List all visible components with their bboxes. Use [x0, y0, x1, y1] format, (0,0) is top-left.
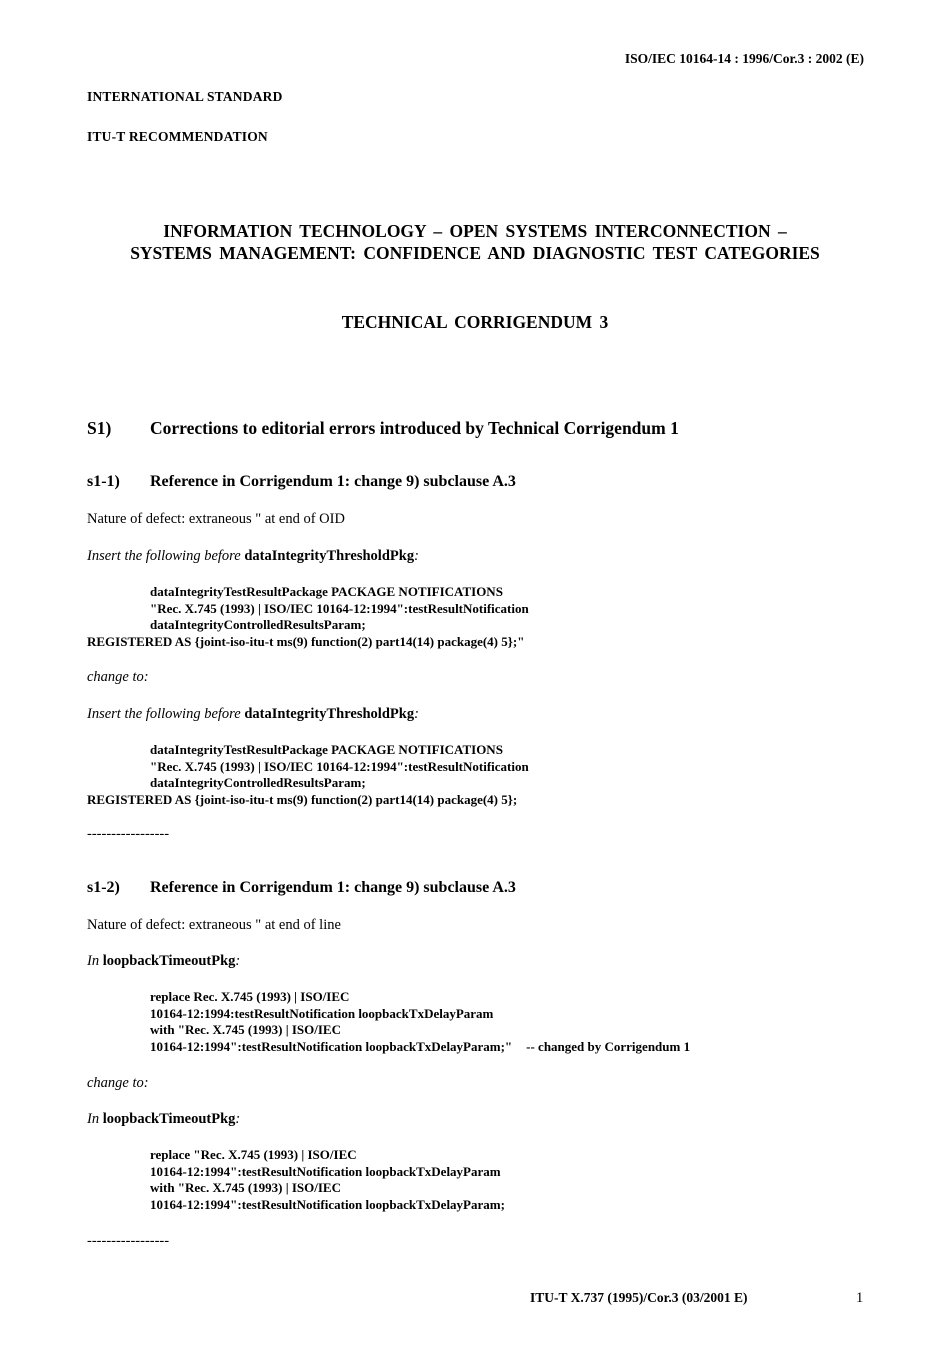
code-line: with "Rec. X.745 (1993) | ISO/IEC	[150, 1022, 341, 1038]
code-line: replace Rec. X.745 (1993) | ISO/IEC	[150, 989, 350, 1004]
itu-recommendation-label: ITU-T RECOMMENDATION	[87, 129, 268, 144]
code-line: 10164-12:1994":testResultNotification loopbackTxDelayParam;	[150, 1196, 505, 1212]
s1-1-insert-instruction-2	[87, 706, 419, 723]
s1-2-heading: Reference in Corrigendum 1: change 9) subclause A.3	[150, 879, 516, 896]
footer-doc-ref: ITU-T X.737 (1995)/Cor.3 (03/2001 E)	[530, 1290, 748, 1305]
code-line: with "Rec. X.745 (1993) | ISO/IEC	[150, 1180, 341, 1196]
section-heading: Corrections to editorial errors introduced by Technical Corrigendum 1	[150, 418, 679, 438]
s1-1-separator: -----------------	[87, 826, 170, 842]
code-line: "Rec. X.745 (1993) | ISO/IEC 10164-12:1994":testResultNotification	[150, 600, 529, 616]
insert-target: dataIntegrityThresholdPkg	[244, 548, 415, 564]
in-prefix: In	[87, 1111, 103, 1127]
s1-2-code-after	[87, 1147, 505, 1213]
insert-target: dataIntegrityThresholdPkg	[244, 706, 415, 722]
s1-2-in-instruction	[87, 953, 240, 970]
section-number: S1)	[87, 418, 112, 438]
corrigendum-title: TECHNICAL CORRIGENDUM 3	[341, 312, 609, 332]
title-line-2: SYSTEMS MANAGEMENT: CONFIDENCE AND DIAGNOSTIC TEST CATEGORIES	[130, 243, 820, 263]
s1-2-in-instruction-2	[87, 1111, 240, 1128]
in-suffix: :	[235, 953, 241, 969]
insert-suffix: :	[414, 706, 419, 722]
s1-1-code-before	[87, 584, 529, 650]
code-line: dataIntegrityControlledResultsParam;	[150, 617, 366, 633]
s1-2-code-before	[87, 989, 690, 1055]
code-line: dataIntegrityTestResultPackage PACKAGE NOTIFICATIONS	[150, 742, 503, 757]
code-line: dataIntegrityTestResultPackage PACKAGE NOTIFICATIONS	[150, 584, 503, 599]
document-id-header: ISO/IEC 10164-14 : 1996/Cor.3 : 2002 (E)	[624, 51, 864, 66]
insert-suffix: :	[414, 548, 419, 564]
page-number: 1	[856, 1290, 864, 1306]
code-text: 10164-12:1994":testResultNotification loopbackTxDelayParam;"	[150, 1038, 513, 1054]
title-line-1: INFORMATION TECHNOLOGY – OPEN SYSTEMS INTERCONNECTION –	[163, 221, 787, 241]
international-standard-label: INTERNATIONAL STANDARD	[87, 89, 283, 104]
s1-1-code-after	[87, 742, 529, 808]
code-line	[87, 1039, 690, 1056]
s1-2-change-to: change to:	[87, 1075, 149, 1091]
in-prefix: In	[87, 953, 103, 969]
code-line: REGISTERED AS {joint-iso-itu-t ms(9) function(2) part14(14) package(4) 5};	[87, 791, 518, 807]
in-suffix: :	[235, 1111, 241, 1127]
s1-2-separator: -----------------	[87, 1233, 170, 1249]
s1-2-number: s1-2)	[87, 879, 120, 896]
in-target: loopbackTimeoutPkg	[102, 953, 236, 969]
in-target: loopbackTimeoutPkg	[102, 1111, 236, 1127]
s1-1-insert-instruction	[87, 548, 419, 565]
code-line: replace "Rec. X.745 (1993) | ISO/IEC	[150, 1147, 357, 1162]
s1-1-number: s1-1)	[87, 473, 120, 490]
code-line: dataIntegrityControlledResultsParam;	[150, 775, 366, 791]
insert-prefix: Insert the following before	[87, 706, 245, 722]
code-line: 10164-12:1994:testResultNotification loopbackTxDelayParam	[150, 1005, 494, 1021]
s1-1-change-to: change to:	[87, 669, 149, 685]
code-comment: -- changed by Corrigendum 1	[526, 1038, 691, 1054]
code-line: REGISTERED AS {joint-iso-itu-t ms(9) function(2) part14(14) package(4) 5};"	[87, 633, 525, 649]
s1-1-heading: Reference in Corrigendum 1: change 9) subclause A.3	[150, 473, 516, 490]
code-line: "Rec. X.745 (1993) | ISO/IEC 10164-12:1994":testResultNotification	[150, 758, 529, 774]
insert-prefix: Insert the following before	[87, 548, 245, 564]
code-line: 10164-12:1994":testResultNotification loopbackTxDelayParam	[150, 1163, 501, 1179]
s1-2-defect: Nature of defect: extraneous " at end of line	[87, 917, 341, 933]
s1-1-defect: Nature of defect: extraneous " at end of OID	[87, 511, 345, 527]
